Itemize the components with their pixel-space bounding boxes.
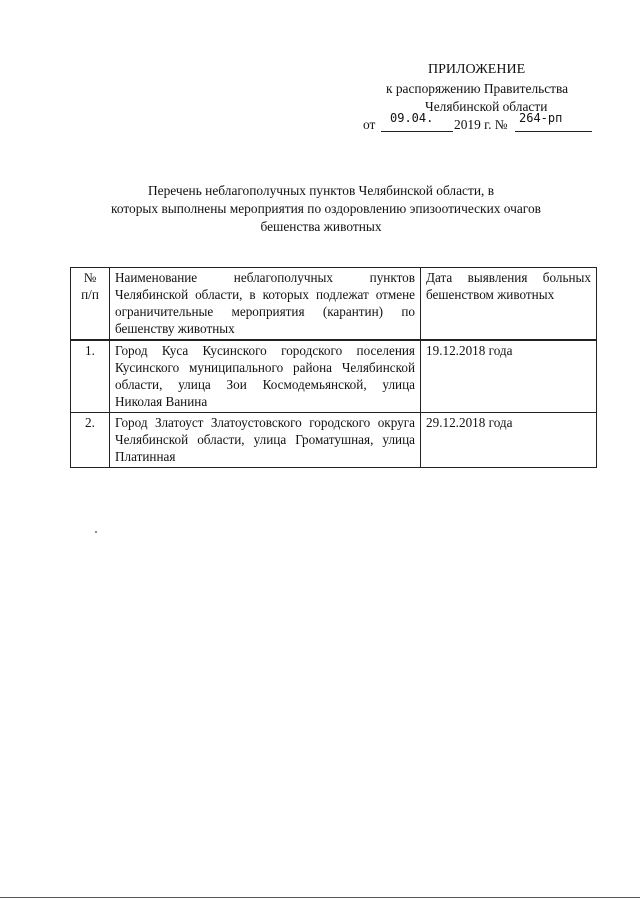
row-location: Город Златоуст Златоустовского городского округа Челябинской области, улица Громатушная, улица Платинная [110,413,421,468]
number-underline [515,131,592,132]
row-location: Город Куса Кусинского городского поселения Кусинского муниципального района Челябинской области, улица Зои Космодемьянской, улица Николая Ванина [110,340,421,413]
scan-speck [95,531,97,533]
table-row [71,340,597,413]
appendix-line-2: Челябинской области [425,99,548,114]
row-date: 29.12.2018 года [421,413,597,468]
header-date-cell: Дата выявления больных бешенством животных [421,268,597,341]
appendix-title: ПРИЛОЖЕНИЕ [428,62,526,77]
table-row [71,413,597,468]
row-number: 2. [71,413,110,468]
header-number-cell [71,268,110,341]
header-name-cell: Наименование неблагополучных пунктов Челябинской области, в которых подлежат отмене ограничительные мероприятия (карантин) по бешенству животных [110,268,421,341]
doc-title-line-2: которых выполнены мероприятия по оздоровлению эпизоотических очагов [111,201,541,216]
page-bottom-edge [0,897,640,898]
appendix-line-1: к распоряжению Правительства [386,81,569,96]
outbreak-table [70,267,597,468]
header-number-line-1: № [83,270,97,285]
date-underline [381,131,453,132]
header-number-line-2: п/п [81,287,99,302]
date-prefix: от [363,117,376,132]
order-number: 264-рп [519,111,563,125]
table-header-row [71,268,597,341]
doc-title-line-1: Перечень неблагополучных пунктов Челябинской области, в [147,183,495,198]
year-text: 2019 г. № [454,117,508,132]
doc-title-line-3: бешенства животных [260,219,382,234]
date-value: 09.04. [390,111,434,125]
row-number: 1. [71,340,110,413]
row-date: 19.12.2018 года [421,340,597,413]
